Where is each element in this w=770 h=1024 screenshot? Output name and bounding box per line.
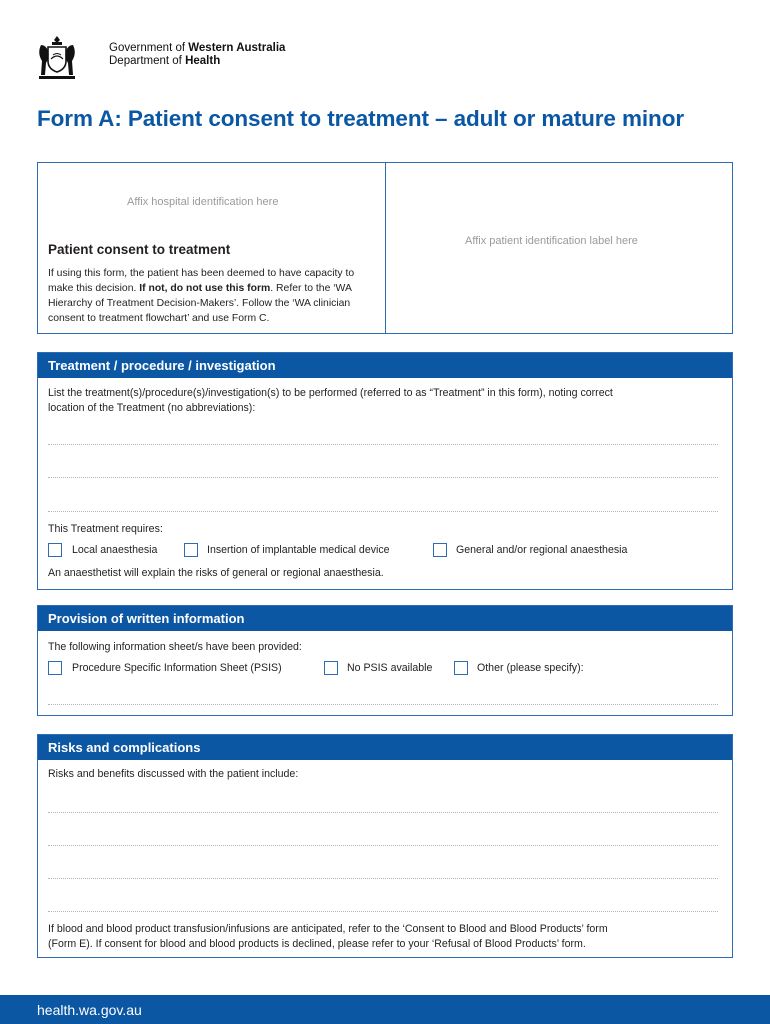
patient-consent-heading: Patient consent to treatment: [48, 242, 231, 257]
local-anaesthesia-checkbox[interactable]: [48, 543, 62, 557]
implantable-device-checkbox[interactable]: [184, 543, 198, 557]
footer-url: health.wa.gov.au: [37, 1002, 142, 1018]
risks-entry-line[interactable]: [48, 845, 718, 846]
general-anaesthesia-label: General and/or regional anaesthesia: [456, 544, 628, 556]
risks-entry-line[interactable]: [48, 878, 718, 879]
form-title: Form A: Patient consent to treatment – adult or mature minor: [37, 106, 684, 131]
blood-products-line2: (Form E). If consent for blood and blood products is declined, please refer to your ‘Refusal of Blood Products’ form.: [48, 938, 586, 950]
anaesthetist-note: An anaesthetist will explain the risks of general or regional anaesthesia.: [48, 567, 384, 579]
risks-entry-line[interactable]: [48, 911, 718, 912]
other-sheet-checkbox[interactable]: [454, 661, 468, 675]
treatment-entry-line[interactable]: [48, 444, 718, 445]
other-sheet-label: Other (please specify):: [477, 662, 584, 674]
risks-heading: Risks and complications: [38, 735, 732, 760]
department-name: Department of Health: [109, 55, 221, 67]
local-anaesthesia-label: Local anaesthesia: [72, 544, 158, 556]
general-anaesthesia-checkbox[interactable]: [433, 543, 447, 557]
hospital-id-hint: Affix hospital identification here: [127, 196, 279, 208]
treatment-section-heading: Treatment / procedure / investigation: [38, 353, 732, 378]
blood-products-line1: If blood and blood product transfusion/infusions are anticipated, refer to the ‘Consent to Blood and Blood Products’ form: [48, 923, 608, 935]
identification-divider: [385, 162, 386, 334]
risks-intro: Risks and benefits discussed with the patient include:: [48, 768, 299, 780]
other-specify-line[interactable]: [48, 704, 718, 705]
psis-checkbox[interactable]: [48, 661, 62, 675]
treatment-section: [37, 352, 733, 590]
patient-label-hint: Affix patient identification label here: [465, 235, 638, 247]
implantable-device-label: Insertion of implantable medical device: [207, 544, 390, 556]
risks-entry-line[interactable]: [48, 812, 718, 813]
no-psis-checkbox[interactable]: [324, 661, 338, 675]
written-information-heading: Provision of written information: [38, 606, 732, 631]
information-sheet-intro: The following information sheet/s have been provided:: [48, 641, 302, 653]
no-psis-label: No PSIS available: [347, 662, 433, 674]
psis-label: Procedure Specific Information Sheet (PSIS): [72, 662, 282, 674]
wa-coat-of-arms-icon: [36, 33, 78, 83]
written-information-section: [37, 605, 733, 716]
capacity-instructions: If using this form, the patient has been deemed to have capacity to make this decision. If not, do not use this form. Refer to the ‘WA Hierarchy of Treatment Decision-Makers’. Follow the ‘WA clinician consent to treatment flowchart’ and use Form C.: [48, 268, 355, 324]
treatment-entry-line[interactable]: [48, 511, 718, 512]
treatment-instruction-line2: location of the Treatment (no abbreviations):: [48, 402, 256, 414]
treatment-requires-label: This Treatment requires:: [48, 523, 163, 535]
treatment-entry-line[interactable]: [48, 477, 718, 478]
risks-section: [37, 734, 733, 958]
treatment-instruction-line1: List the treatment(s)/procedure(s)/investigation(s) to be performed (referred to as “Treatment” in this form), noting correct: [48, 387, 613, 399]
government-name: Government of Western Australia: [109, 42, 286, 54]
